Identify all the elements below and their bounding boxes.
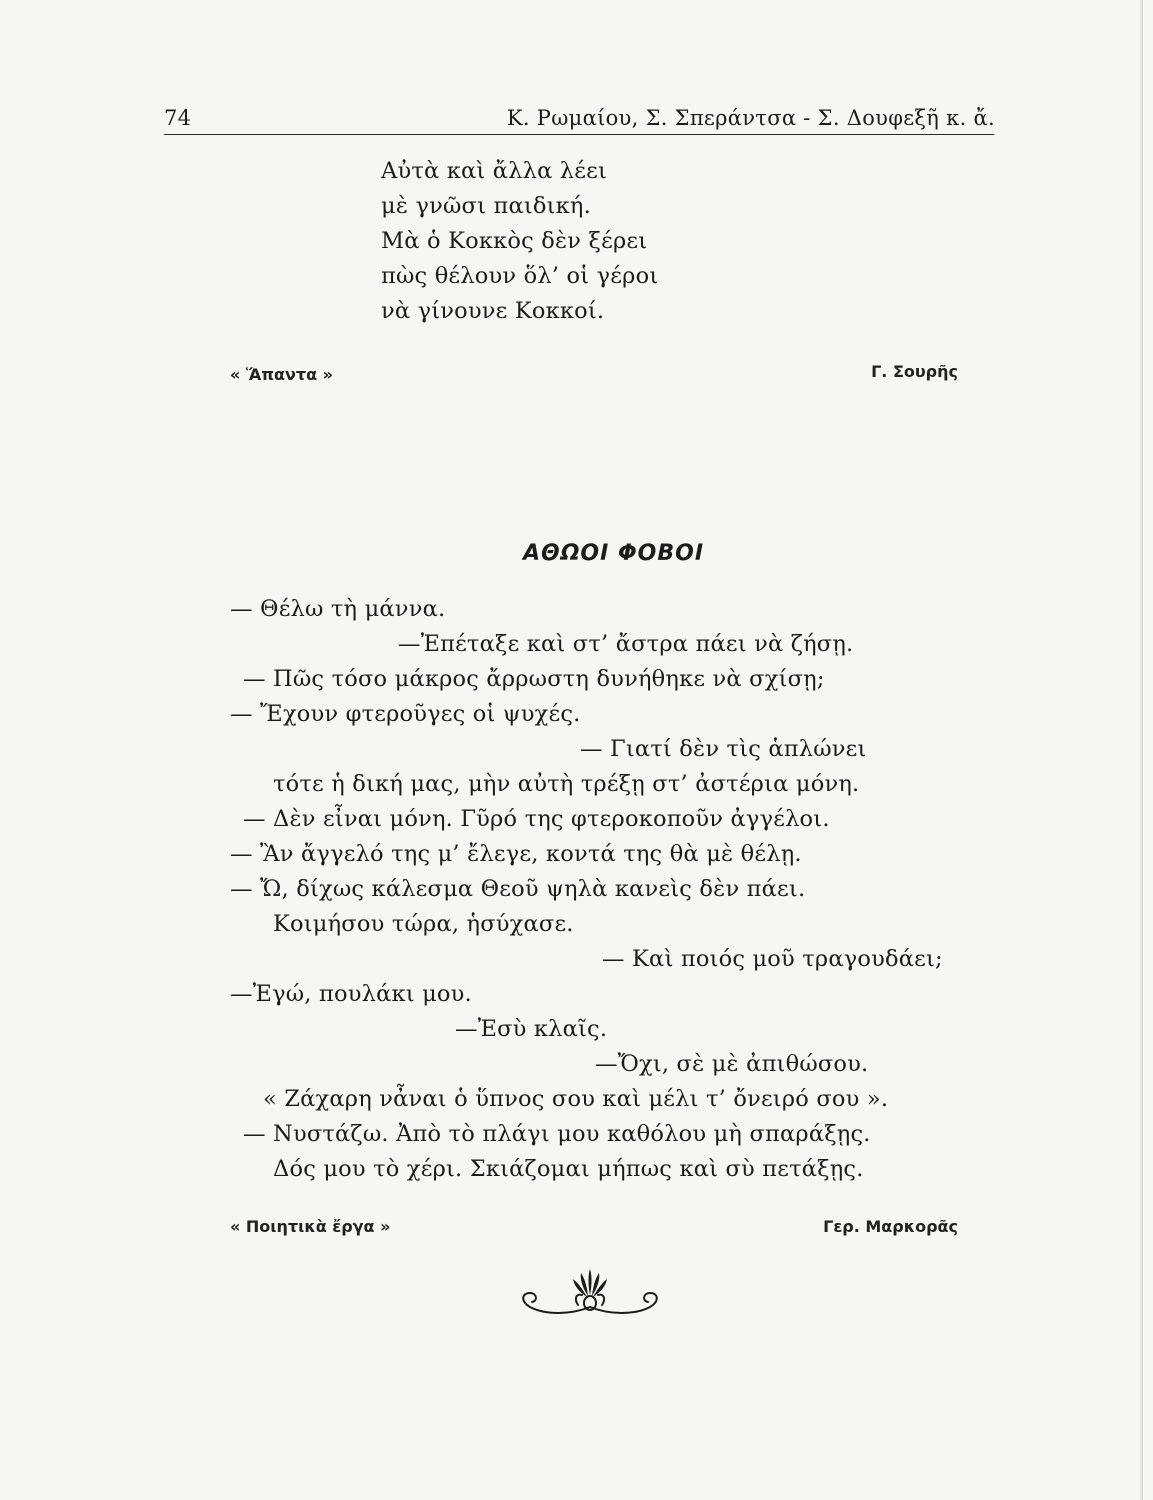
poem-line: — Δὲν εἶναι μόνη. Γῦρό της φτεροκοποῦν ἀγγέλοι. [243, 806, 830, 832]
poem-title: ΑΘΩΟΙ ΦΟΒΟΙ [523, 541, 705, 566]
poem-line: — Καὶ ποιός μοῦ τραγουδάει; [602, 946, 943, 972]
poem-line: — Θέλω τὴ μάννα. [230, 596, 446, 622]
poem-line: — Ὤ, δίχως κάλεσμα Θεοῦ ψηλὰ κανεὶς δὲν πάει. [230, 876, 806, 902]
poem-line: Μὰ ὁ Κοκκὸς δὲν ξέρει [381, 228, 648, 254]
poem-line: —Ἐγώ, πουλάκι μου. [230, 981, 472, 1007]
poem-line: πὼς θέλουν ὅλ’ οἱ γέροι [381, 263, 659, 289]
poem-line: νὰ γίνουνε Κοκκοί. [381, 298, 605, 324]
poem-line: —Ὄχι, σὲ μὲ ἀπιθώσου. [595, 1051, 869, 1077]
poem-line: — Ἔχουν φτεροῦγες οἱ ψυχές. [230, 701, 581, 727]
source-title: « Ἅπαντα » [230, 365, 333, 384]
author-name: Γερ. Μαρκορᾶς [823, 1217, 958, 1236]
poem-line: —Ἐσὺ κλαῖς. [455, 1016, 608, 1042]
poem-line: Αὐτὰ καὶ ἄλλα λέει [381, 158, 608, 184]
source-title: « Ποιητικὰ ἔργα » [230, 1217, 391, 1236]
author-name: Γ. Σουρῆς [871, 362, 958, 381]
header-rule [164, 134, 994, 135]
poem-line: μὲ γνῶσι παιδική. [381, 193, 591, 219]
running-title: Κ. Ρωμαίου, Σ. Σπεράντσα - Σ. Δουφεξῆ κ. ἄ. [506, 106, 995, 130]
poem-line: — Νυστάζω. Ἀπὸ τὸ πλάγι μου καθόλου μὴ σπαράξῃς. [243, 1121, 871, 1147]
ornament-icon [510, 1265, 670, 1329]
poem-line: τότε ἡ δική μας, μὴν αὐτὴ τρέξῃ στ’ ἀστέρια μόνη. [273, 771, 860, 797]
page-number: 74 [164, 106, 192, 130]
poem-line: — Γιατί δὲν τὶς ἁπλώνει [580, 736, 867, 762]
poem-line: Κοιμήσου τώρα, ἡσύχασε. [273, 911, 574, 937]
poem-line: — Πῶς τόσο μάκρος ἄρρωστη δυνήθηκε νὰ σχίσῃ; [243, 666, 825, 692]
page-edge [1140, 0, 1143, 1500]
poem-line: — Ἂν ἄγγελό της μ’ ἔλεγε, κοντά της θὰ μὲ θέλῃ. [230, 841, 802, 867]
poem-line: —Ἐπέταξε καὶ στ’ ἄστρα πάει νὰ ζήσῃ. [398, 631, 854, 657]
poem-line: « Ζάχαρη νἆναι ὁ ὕπνος σου καὶ μέλι τ’ ὄνειρό σου ». [263, 1086, 889, 1112]
poem-line: Δός μου τὸ χέρι. Σκιάζομαι μήπως καὶ σὺ πετάξῃς. [273, 1156, 864, 1182]
